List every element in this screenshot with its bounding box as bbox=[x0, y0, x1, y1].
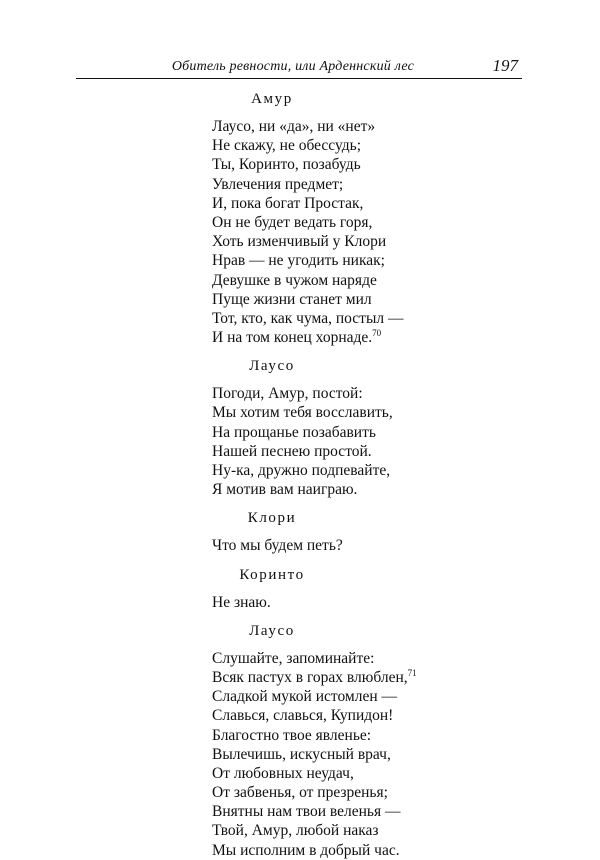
verse-text: Внятны нам твои веленья — bbox=[212, 803, 401, 821]
verse-text: Не скажу, не обессудь; bbox=[212, 137, 361, 155]
speaker-name: Лаусо bbox=[249, 358, 295, 375]
verse-line bbox=[212, 423, 452, 442]
stanza bbox=[212, 593, 452, 612]
verse-line bbox=[212, 841, 452, 860]
speaker-gap bbox=[212, 642, 452, 649]
stanza-gap bbox=[212, 612, 452, 620]
verse-text: Ну-ка, дружно подпевайте, bbox=[212, 462, 391, 479]
verse-line bbox=[212, 593, 452, 612]
stanza-gap bbox=[212, 499, 452, 507]
verse-text: Пуще жизни станет мил bbox=[212, 290, 372, 308]
verse-text: Нашей песнею простой. bbox=[212, 442, 372, 460]
verse-text: Вылечишь, искусный врач, bbox=[212, 745, 391, 763]
verse-line bbox=[212, 290, 452, 309]
verse-text: От забвенья, от презренья; bbox=[212, 784, 388, 802]
verse-text: Нрав — не угодить никак; bbox=[212, 252, 385, 270]
verse-text: На прощанье позабавить bbox=[212, 423, 376, 441]
verse-line bbox=[212, 194, 452, 213]
verse-text: Благостно твое явленье: bbox=[212, 726, 372, 744]
verse-text: Мы хотим тебя восславить, bbox=[212, 404, 393, 422]
verse-line bbox=[212, 251, 452, 270]
verse-line bbox=[212, 726, 452, 745]
verse-text: Погоди, Амур, постой: bbox=[212, 385, 363, 403]
verse-text: Он не будет ведать горя, bbox=[212, 213, 373, 231]
verse-line bbox=[212, 117, 452, 136]
verse-body bbox=[212, 88, 452, 860]
speaker-name: Лаусо bbox=[249, 622, 295, 639]
verse-text: Всяк пастух в горах влюблен, bbox=[212, 668, 408, 686]
verse-line bbox=[212, 480, 452, 499]
verse-text: Ты, Коринто, позабудь bbox=[212, 156, 361, 174]
verse-line bbox=[212, 213, 452, 232]
footnote-ref[interactable]: 70 bbox=[372, 328, 382, 339]
verse-line bbox=[212, 155, 452, 174]
stanza-gap bbox=[212, 347, 452, 355]
stanza-gap bbox=[212, 556, 452, 564]
speaker-name: Коринто bbox=[239, 566, 305, 583]
verse-line bbox=[212, 706, 452, 725]
verse-line bbox=[212, 136, 452, 155]
stanza bbox=[212, 384, 452, 499]
verse-line bbox=[212, 232, 452, 251]
verse-text: Что мы будем петь? bbox=[212, 537, 343, 555]
verse-text: Сладкой мукой истомлен — bbox=[212, 688, 398, 706]
verse-line bbox=[212, 403, 452, 422]
verse-line bbox=[212, 384, 452, 403]
verse-line bbox=[212, 764, 452, 783]
stanza bbox=[212, 117, 452, 347]
footnote-ref[interactable]: 71 bbox=[407, 667, 417, 678]
speaker-gap bbox=[212, 529, 452, 536]
speaker-gap bbox=[212, 377, 452, 384]
running-title: Обитель ревности, или Арденнский лес bbox=[171, 59, 414, 74]
verse-line bbox=[212, 649, 452, 668]
stanza bbox=[212, 536, 452, 555]
verse-text: Славься, славься, Купидон! bbox=[212, 707, 394, 725]
stanza bbox=[212, 649, 452, 860]
page-number: 197 bbox=[492, 56, 518, 75]
speaker-gap bbox=[212, 110, 452, 117]
verse-line bbox=[212, 461, 452, 480]
verse-text: Хоть изменчивый у Клори bbox=[212, 233, 387, 251]
verse-line bbox=[212, 745, 452, 764]
running-header bbox=[76, 56, 522, 80]
verse-line bbox=[212, 328, 452, 347]
verse-text: От любовных неудач, bbox=[212, 764, 354, 782]
speaker-gap bbox=[212, 586, 452, 593]
verse-line bbox=[212, 668, 452, 687]
verse-text: И на том конец хорнаде. bbox=[212, 329, 373, 347]
speaker-name: Клори bbox=[247, 510, 297, 527]
header-rule bbox=[76, 78, 522, 79]
verse-text: Мы исполним в добрый час. bbox=[212, 841, 400, 859]
verse-text: И, пока богат Простак, bbox=[212, 194, 364, 212]
verse-text: Увлечения предмет; bbox=[212, 175, 344, 193]
verse-line bbox=[212, 442, 452, 461]
verse-line bbox=[212, 687, 452, 706]
verse-text: Слушайте, запоминайте: bbox=[212, 649, 375, 667]
verse-line bbox=[212, 802, 452, 821]
verse-line bbox=[212, 271, 452, 290]
verse-text: Я мотив вам наиграю. bbox=[212, 481, 358, 499]
verse-line bbox=[212, 821, 452, 840]
speaker-name: Амур bbox=[251, 91, 293, 107]
verse-text: Твой, Амур, любой наказ bbox=[212, 822, 379, 840]
verse-text: Девушке в чужом наряде bbox=[212, 271, 377, 289]
verse-line bbox=[212, 536, 452, 555]
verse-text: Не знаю. bbox=[212, 593, 271, 611]
verse-line bbox=[212, 309, 452, 328]
verse-text: Лаусо, ни «да», ни «нет» bbox=[212, 118, 376, 135]
verse-text: Тот, кто, как чума, постыл — bbox=[212, 309, 404, 327]
verse-line bbox=[212, 175, 452, 194]
verse-line bbox=[212, 783, 452, 802]
